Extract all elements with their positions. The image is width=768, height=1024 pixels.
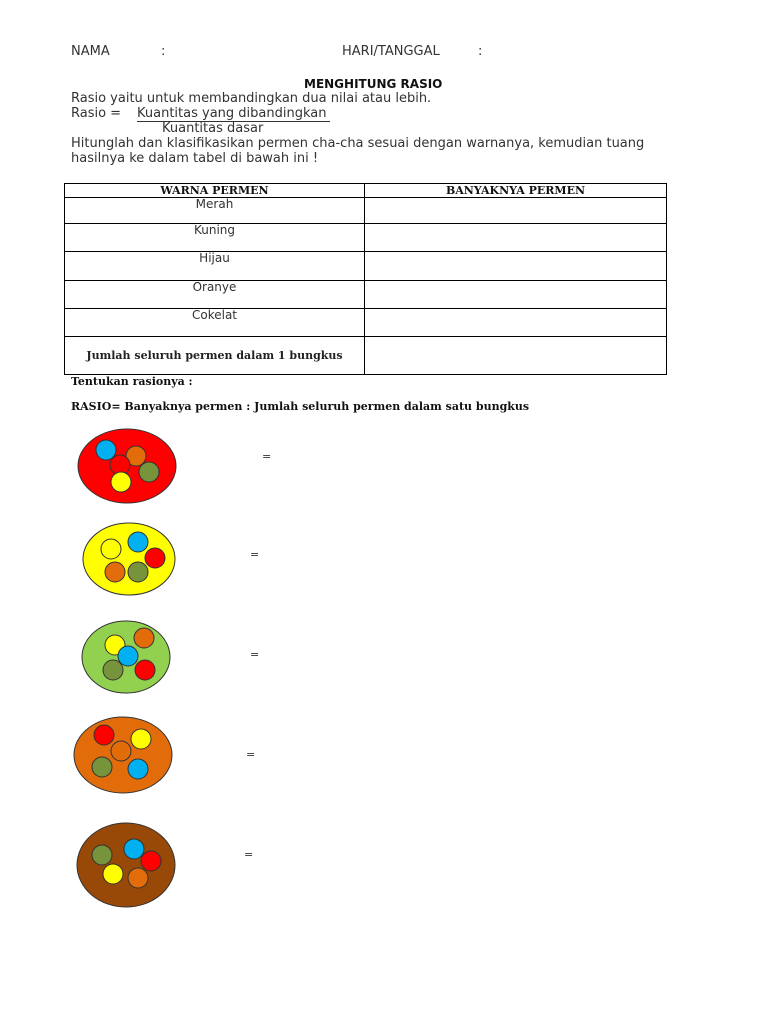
equals-sign-red: = [262, 450, 272, 463]
candy [141, 851, 161, 871]
brown-candy-plate [75, 822, 177, 910]
yellow-candy-plate [80, 521, 178, 597]
instruction-line-1: Hitunglah dan klasifikasikan permen cha-cha sesuai dengan warnanya, kemudian tuang [71, 136, 645, 151]
formula-numerator: Kuantitas yang dibandingkan [137, 106, 330, 122]
candy [101, 539, 121, 559]
orange-candy-plate [72, 715, 174, 795]
column-header-count: BANYAKNYA PERMEN [365, 184, 667, 198]
candy [105, 562, 125, 582]
candy [111, 741, 131, 761]
count-cell-kuning[interactable] [365, 224, 667, 252]
count-cell-merah[interactable] [365, 198, 667, 224]
ratio-formula: RASIO= Banyaknya permen : Jumlah seluruh permen dalam satu bungkus [71, 400, 530, 413]
equals-sign-brown: = [244, 848, 254, 861]
column-header-color: WARNA PERMEN [65, 184, 365, 198]
candy [135, 660, 155, 680]
date-label: HARI/TANGGAL [342, 44, 440, 59]
green-candy-plate [80, 619, 172, 695]
row-label-cokelat: Cokelat [65, 309, 365, 337]
total-count-cell[interactable] [365, 337, 667, 375]
row-label-hijau: Hijau [65, 252, 365, 281]
total-label: Jumlah seluruh permen dalam 1 bungkus [65, 337, 365, 375]
name-colon: : [161, 44, 166, 59]
candy [131, 729, 151, 749]
count-cell-cokelat[interactable] [365, 309, 667, 337]
candy [111, 472, 131, 492]
count-cell-oranye[interactable] [365, 281, 667, 309]
candy-count-table [64, 183, 667, 375]
equals-sign-green: = [250, 648, 260, 661]
equals-sign-orange: = [246, 748, 256, 761]
row-label-oranye: Oranye [65, 281, 365, 309]
candy [128, 562, 148, 582]
red-candy-plate [76, 428, 180, 506]
formula-prefix: Rasio = [71, 106, 122, 121]
candy [94, 725, 114, 745]
candy [139, 462, 159, 482]
name-label: NAMA [71, 44, 110, 59]
candy [124, 839, 144, 859]
row-label-merah: Merah [65, 198, 365, 224]
candy [92, 757, 112, 777]
candy [134, 628, 154, 648]
candy [103, 660, 123, 680]
row-label-kuning: Kuning [65, 224, 365, 252]
formula-denominator: Kuantitas dasar [162, 121, 264, 136]
definition-text: Rasio yaitu untuk membandingkan dua nilai atau lebih. [71, 91, 432, 106]
instruction-line-2: hasilnya ke dalam tabel di bawah ini ! [71, 151, 319, 166]
candy [128, 868, 148, 888]
candy [103, 864, 123, 884]
count-cell-hijau[interactable] [365, 252, 667, 281]
ratio-prompt: Tentukan rasionya : [71, 375, 193, 388]
equals-sign-yellow: = [250, 548, 260, 561]
candy [118, 646, 138, 666]
candy [128, 759, 148, 779]
candy [92, 845, 112, 865]
date-colon: : [478, 44, 483, 59]
candy [145, 548, 165, 568]
candy [128, 532, 148, 552]
page-title: MENGHITUNG RASIO [304, 77, 443, 91]
candy [96, 440, 116, 460]
